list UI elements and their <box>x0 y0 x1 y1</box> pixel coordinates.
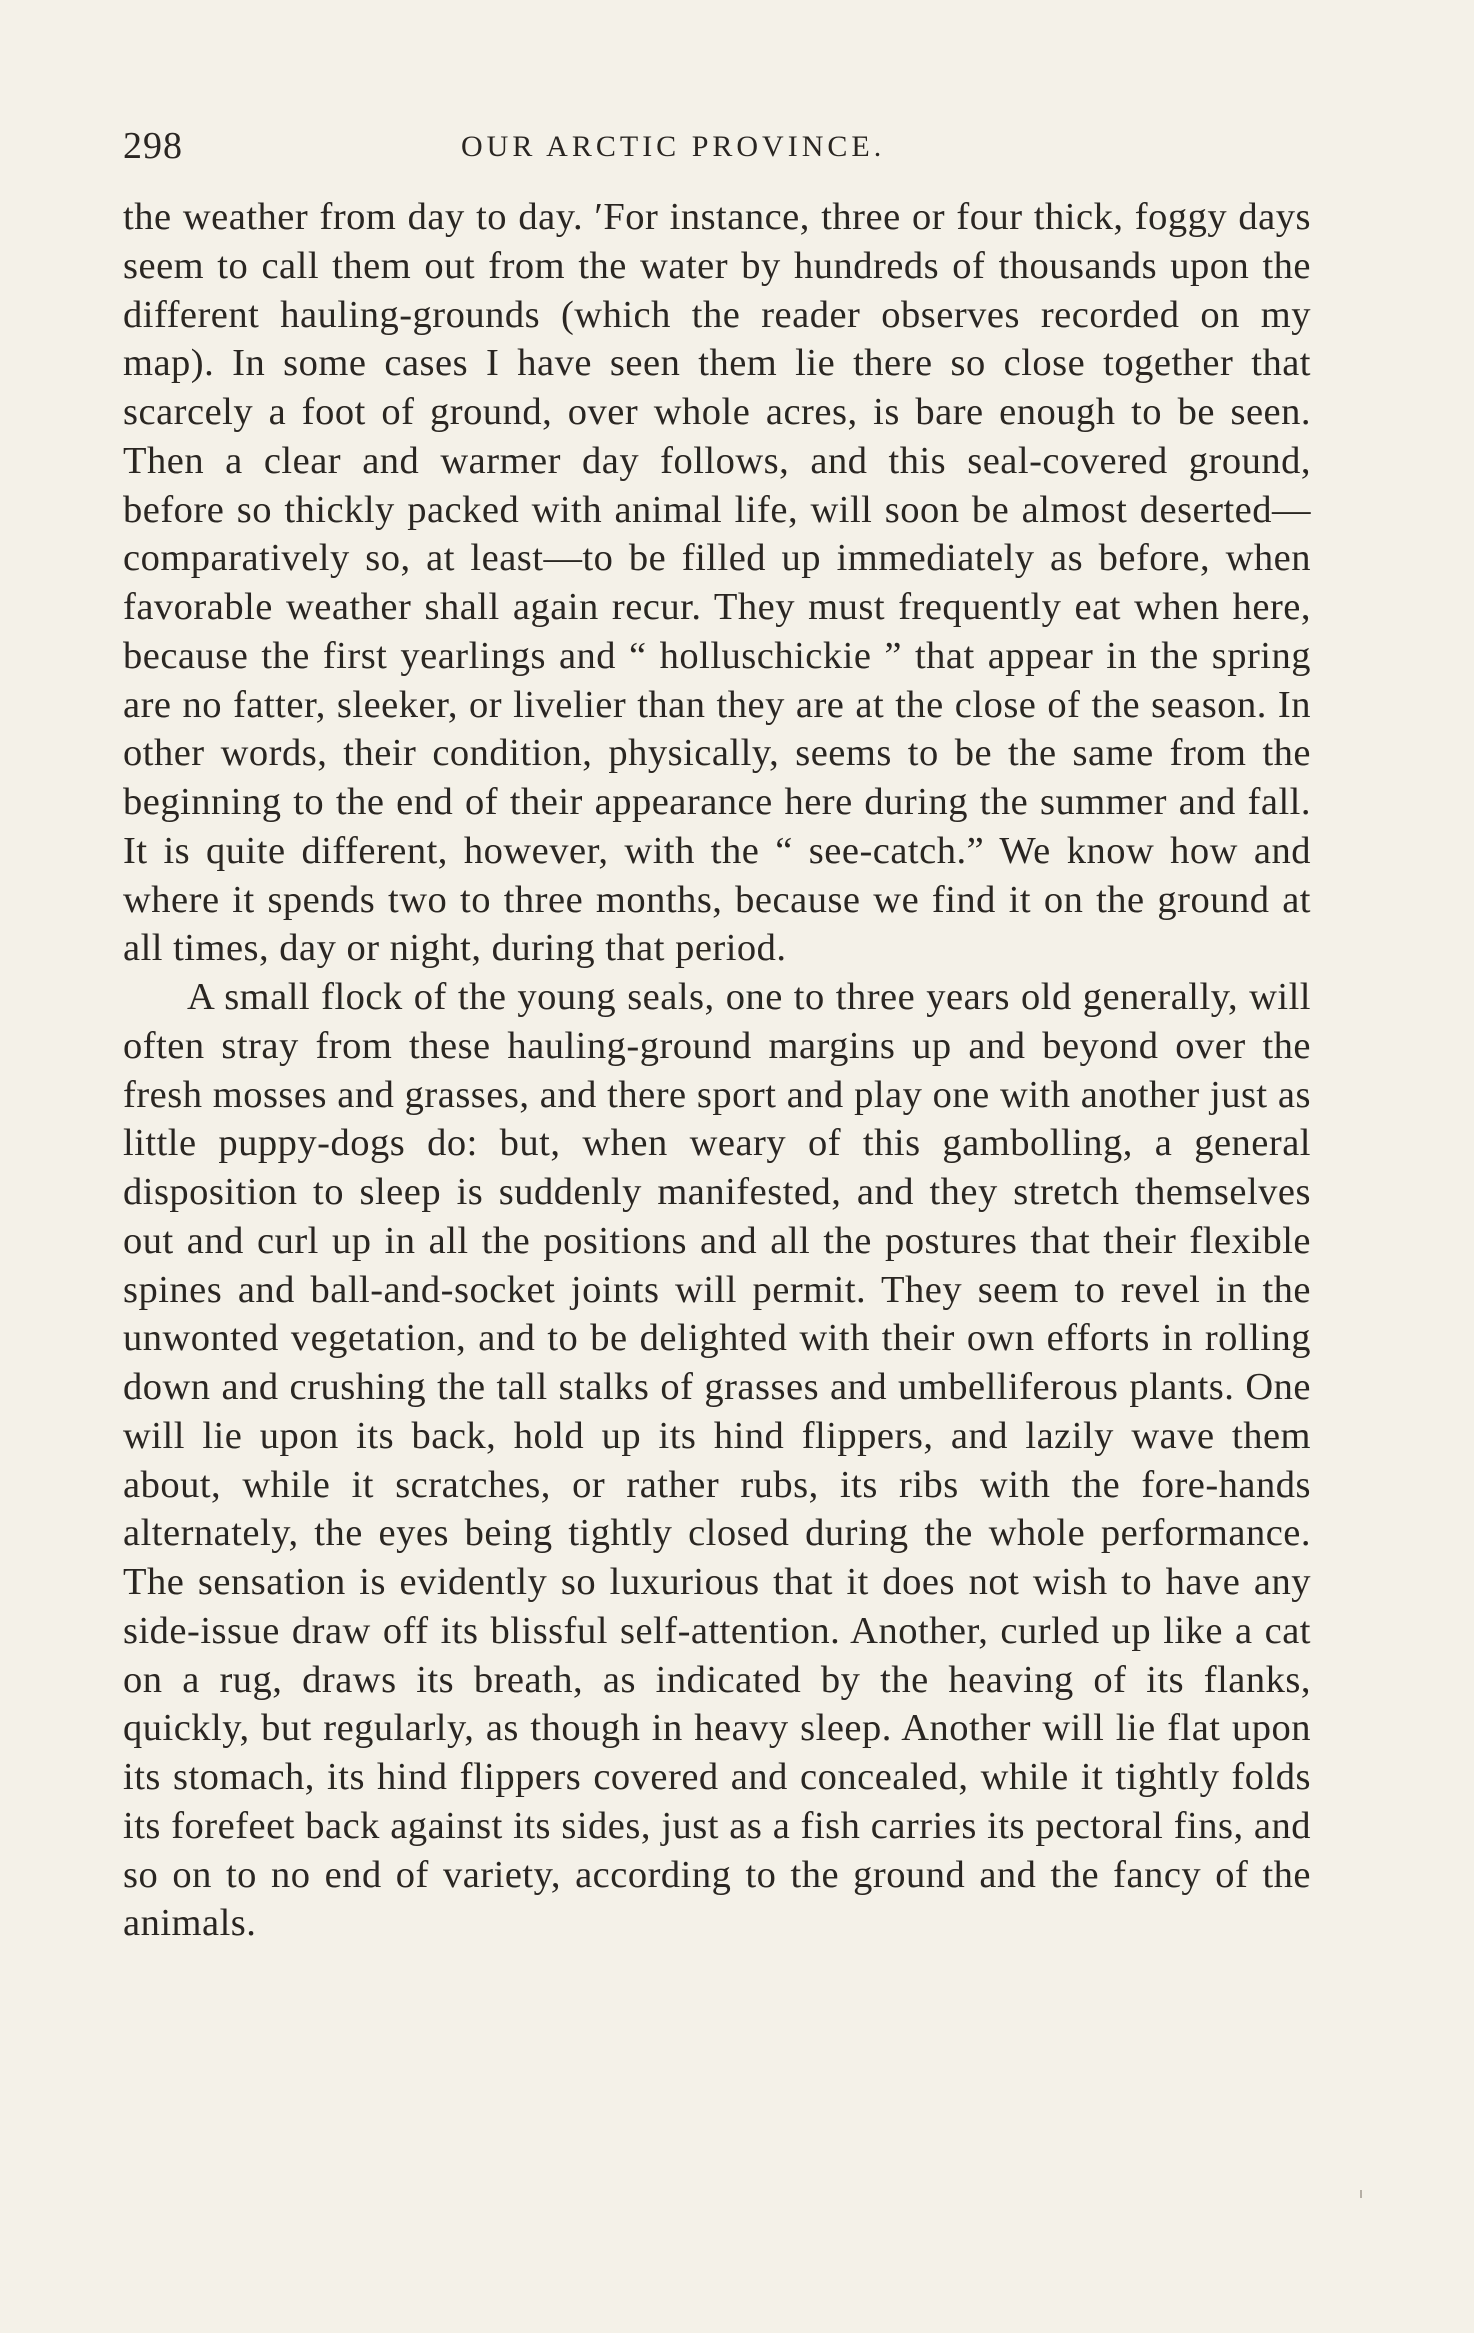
page-header <box>123 124 1311 176</box>
paragraph-continued: the weather from day to day. ′For instance, three or four thick, foggy days seem to call them out from the water by hundreds of thousands upon the different hauling-grounds (which the reader observes recorded on my map). In some cases I have seen them lie there so close together that scarcely a foot of ground, over whole acres, is bare enough to be seen. Then a clear and warmer day follows, and this seal-covered ground, before so thickly packed with animal life, will soon be almost deserted—comparatively so, at least—to be filled up immediately as before, when favorable weather shall again recur. They must frequently eat when here, because the first yearlings and “ holluschickie ” that appear in the spring are no fatter, sleeker, or livelier than they are at the close of the season. In other words, their condition, physically, seems to be the same from the beginning to the end of their appearance here during the summer and fall. It is quite different, however, with the “ see-catch.” We know how and where it spends two to three months, because we find it on the ground at all times, day or night, during that period. <box>123 196 1311 970</box>
body-text <box>123 193 1311 1948</box>
page-number: 298 <box>123 125 183 167</box>
paragraph-seal-flock: A small flock of the young seals, one to three years old generally, will often stray from these hauling-ground margins up and beyond over the fresh mosses and grasses, and there sport and play one with another just as little puppy-dogs do: but, when weary of this gambolling, a general disposition to sleep is suddenly manifested, and they stretch themselves out and curl up in all the positions and all the postures that their flexible spines and ball-and-socket joints will permit. They seem to revel in the unwonted vegetation, and to be delighted with their own efforts in rolling down and crushing the tall stalks of grasses and umbelliferous plants. One will lie upon its back, hold up its hind flippers, and lazily wave them about, while it scratches, or rather rubs, its ribs with the fore-hands alternately, the eyes being tightly closed during the whole performance. The sensation is evidently so luxurious that it does not wish to have any side-issue draw off its blissful self-attention. Another, curled up like a cat on a rug, draws its breath, as indicated by the heaving of its flanks, quickly, but regularly, as though in heavy sleep. Another will lie flat upon its stomach, its hind flippers covered and concealed, while it tightly folds its forefeet back against its sides, just as a fish carries its pectoral fins, and so on to no end of variety, according to the ground and the fancy of the animals. <box>123 976 1311 1945</box>
running-title: OUR ARCTIC PROVINCE. <box>461 130 886 163</box>
print-speck <box>1360 2190 1362 2198</box>
